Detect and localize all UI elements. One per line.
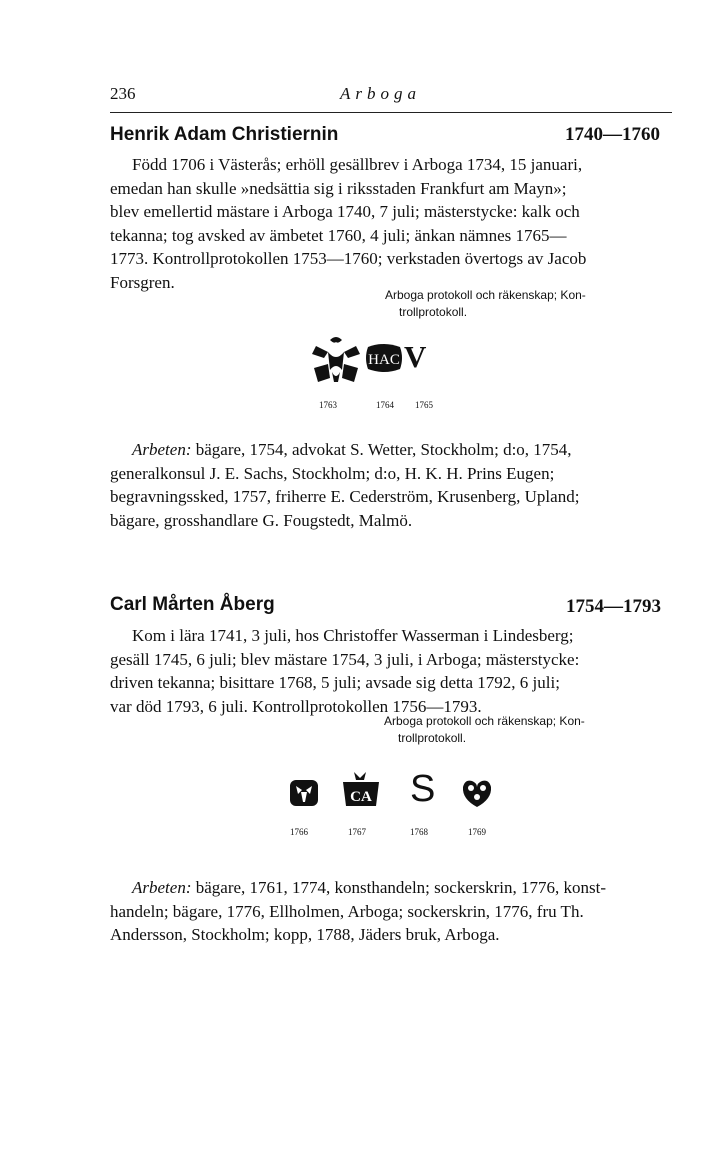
works-label: Arbeten: — [132, 878, 192, 897]
maker-mark-hac-icon — [364, 343, 404, 373]
body-line: Född 1706 i Västerås; erhöll gesällbrev i Arboga 1734, 15 januari, — [132, 155, 583, 174]
body-line: 1773. Kontrollprotokollen 1753—1760; verkstaden övertogs av Jacob — [110, 249, 587, 268]
body-line: Forsgren. — [110, 272, 175, 292]
mark-year: 1766 — [290, 827, 308, 837]
works-line: bägare, grosshandlare G. Fougstedt, Malmö. — [110, 510, 413, 530]
body-line: gesäll 1745, 6 juli; blev mästare 1754, 3 juli, i Arboga; mästerstycke: — [110, 649, 580, 669]
maker-mark-text: CA — [350, 789, 372, 805]
entry-name: Carl Mårten Åberg — [110, 594, 275, 615]
mark-year: 1763 — [319, 400, 337, 410]
mark-year: 1768 — [410, 827, 428, 837]
maker-mark-ca-icon — [340, 770, 382, 808]
date-letter-mark: S — [410, 768, 436, 810]
mark-year: 1764 — [376, 400, 394, 410]
works-line: Andersson, Stockholm; kopp, 1788, Jäders bruk, Arboga. — [110, 925, 500, 944]
body-line: emedan han skulle »nedsättia sig i riksstaden Frankfurt am Mayn»; — [110, 178, 567, 198]
entry-body — [110, 153, 672, 294]
body-line: tekanna; tog avsked av ämbetet 1760, 4 juli; änkan nämnes 1765— — [110, 225, 567, 245]
body-line: driven tekanna; bisittare 1768, 5 juli; avsade sig detta 1792, 6 juli; — [110, 673, 560, 692]
source-line: Arboga protokoll och räkenskap; Kon- — [385, 288, 586, 302]
entry-years: 1740—1760 — [565, 124, 660, 145]
works-line: begravningssked, 1757, friherre E. Cederström, Krusenberg, Upland; — [110, 487, 580, 506]
control-mark-crowns-icon — [460, 777, 494, 809]
works-line: generalkonsul J. E. Sachs, Stockholm; d:o, H. K. H. Prins Eugen; — [110, 463, 555, 483]
body-line: blev emellertid mästare i Arboga 1740, 7 juli; mästerstycke: kalk och — [110, 202, 580, 221]
mark-year: 1767 — [348, 827, 366, 837]
source-line: trollprotokoll. — [399, 305, 468, 319]
mark-year: 1769 — [468, 827, 486, 837]
entry-name: Henrik Adam Christiernin — [110, 124, 339, 145]
running-title: Arboga — [340, 84, 421, 103]
mark-year: 1765 — [415, 400, 433, 410]
works-list — [110, 438, 672, 532]
source-note — [385, 287, 586, 321]
source-note — [384, 713, 585, 747]
works-list — [110, 876, 672, 947]
works-line: handeln; bägare, 1776, Ellholmen, Arboga; sockerskrin, 1776, fru Th. — [110, 901, 584, 921]
works-label: Arbeten: — [132, 440, 192, 459]
works-text: bägare, 1761, 1774, konsthandeln; sockerskrin, 1776, konst- — [191, 878, 607, 897]
body-line: var död 1793, 6 juli. Kontrollprotokollen 1756—1793. — [110, 696, 482, 716]
page-number: 236 — [110, 84, 136, 103]
town-mark-crown-icon — [288, 778, 320, 808]
town-mark-crown-icon — [308, 332, 364, 384]
source-line: Arboga protokoll och räkenskap; Kon- — [384, 714, 585, 728]
works-line — [110, 876, 672, 900]
maker-mark-text: HAC — [368, 352, 400, 368]
works-line — [110, 438, 672, 462]
works-text: bägare, 1754, advokat S. Wetter, Stockholm; d:o, 1754, — [191, 440, 572, 459]
running-head — [110, 84, 672, 113]
body-line: Kom i lära 1741, 3 juli, hos Christoffer Wasserman i Lindesberg; — [132, 626, 574, 645]
entry-body — [110, 624, 672, 718]
date-letter-mark: V — [404, 339, 427, 374]
entry-years: 1754—1793 — [566, 596, 661, 617]
source-line: trollprotokoll. — [398, 731, 467, 745]
